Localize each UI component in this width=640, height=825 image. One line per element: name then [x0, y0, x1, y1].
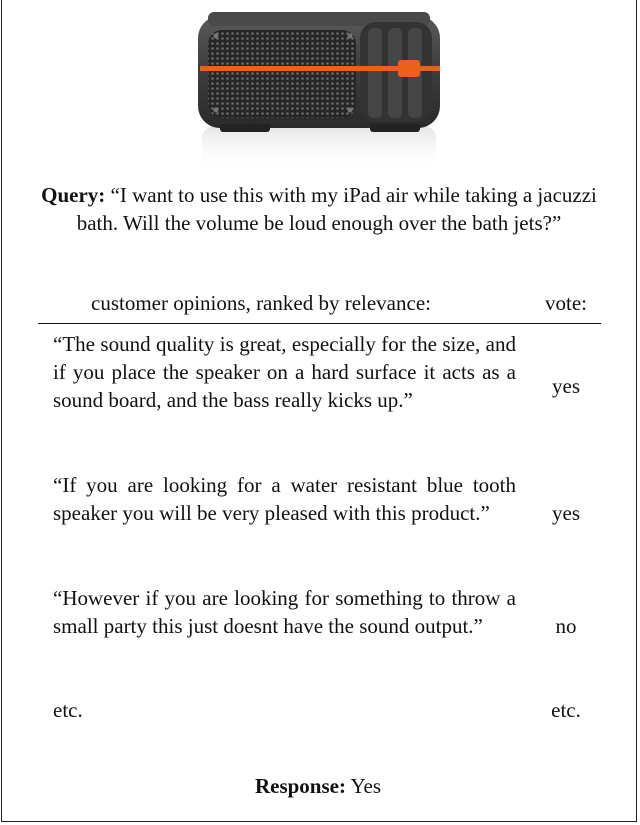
opinion-text: etc.: [53, 698, 83, 722]
response-line: [0, 772, 636, 800]
speaker-product-image: [190, 6, 448, 176]
vote-value: yes: [552, 501, 580, 525]
query-label: Query:: [41, 183, 106, 207]
opinions-column-header: customer opinions, ranked by relevance:: [91, 291, 431, 315]
header-divider: [38, 323, 601, 324]
vote-value: etc.: [551, 698, 581, 722]
vote-value: no: [555, 614, 577, 638]
opinion-text: “However if you are looking for something to throw a small party this just doesnt have the sound output.”: [53, 586, 516, 639]
opinion-text: “The sound quality is great, especially for the size, and if you place the speaker on a hard surface it acts as a sound board, and the bass really kicks up.”: [53, 332, 516, 413]
table-header-row: [0, 288, 640, 322]
opinion-text: “If you are looking for a water resistant blue tooth speaker you will be very pleased with this product.”: [53, 473, 516, 526]
query-text: “I want to use this with my iPad air while taking a jacuzzi bath. Will the volume be loud enough over the bath jets?”: [76, 183, 597, 235]
response-text: Yes: [350, 774, 382, 798]
vote-column-header: vote:: [545, 291, 587, 315]
response-label: Response:: [254, 774, 346, 798]
vote-value: yes: [552, 374, 580, 398]
query-paragraph: [28, 181, 610, 237]
